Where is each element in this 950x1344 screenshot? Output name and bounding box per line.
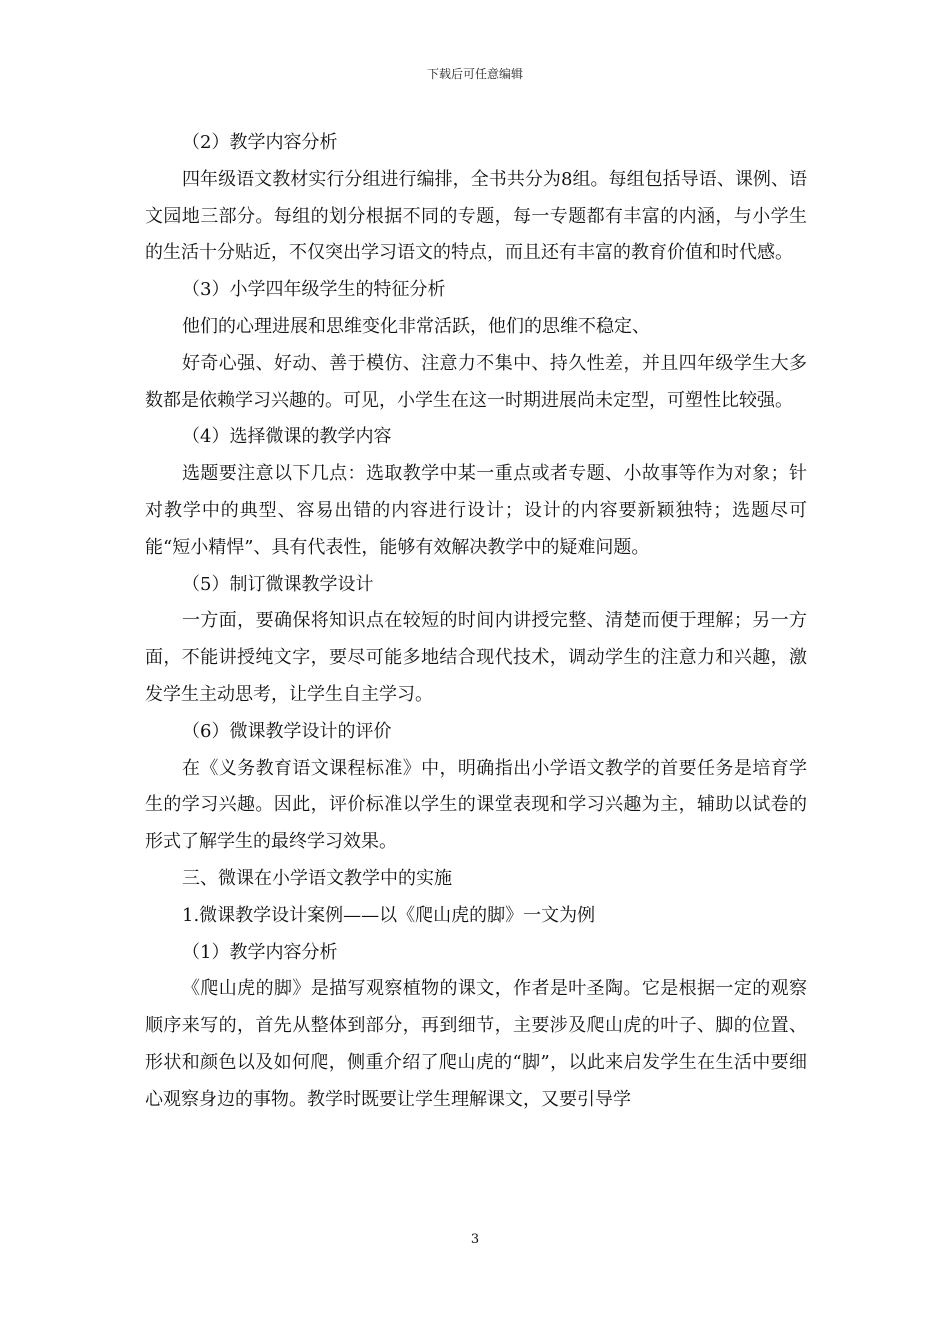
paragraph-design-approach: 一方面，要确保将知识点在较短的时间内讲授完整、清楚而便于理解；另一方面，不能讲授纯文字，要尽可能多地结合现代技术，调动学生的注意力和兴趣，激发学生主动思考，让学生自主学习。 bbox=[145, 610, 807, 705]
document-body bbox=[145, 125, 807, 1119]
section-heading-case-content: （1）教学内容分析 bbox=[182, 941, 338, 963]
paragraph-textbook-structure: 四年级语文教材实行分组进行编排，全书共分为8组。每组包括导语、课例、语文园地三部分。每组的划分根据不同的专题，每一专题都有丰富的内涵，与小学生的生活十分贴近，不仅突出学习语文的特点，而且还有丰富的教育价值和时代感。 bbox=[145, 168, 807, 264]
section-heading-teaching-content: （2）教学内容分析 bbox=[182, 132, 338, 153]
section-heading-microlesson-content: （4）选择微课的教学内容 bbox=[182, 426, 392, 448]
paragraph-case-analysis: 《爬山虎的脚》是描写观察植物的课文，作者是叶圣陶。它是根据一定的观察顺序来写的，首先从整体到部分，再到细节，主要涉及爬山虎的叶子、脚的位置、形状和颜色以及如何爬，侧重介绍了爬山虎的“脚”，以此来启发学生在生活中要细心观察身边的事物。教学时既要让学生理解课文，又要引导学 bbox=[145, 978, 807, 1110]
chapter-heading-implementation: 三、微课在小学语文教学中的实施 bbox=[182, 867, 452, 889]
section-heading-microlesson-design: （5）制订微课教学设计 bbox=[182, 573, 374, 595]
paragraph-student-traits: 好奇心强、好动、善于模仿、注意力不集中、持久性差，并且四年级学生大多数都是依赖学习兴趣的。可见，小学生在这一时期进展尚未定型，可塑性比较强。 bbox=[145, 352, 807, 411]
section-heading-evaluation: （6）微课教学设计的评价 bbox=[182, 720, 392, 742]
paragraph-topic-selection: 选题要注意以下几点：选取教学中某一重点或者专题、小故事等作为对象；针对教学中的典型、容易出错的内容进行设计；设计的内容要新颖独特；选题尽可能“短小精悍”、具有代表性，能够有效解决教学中的疑难问题。 bbox=[145, 463, 807, 558]
paragraph-student-thinking: 他们的心理进展和思维变化非常活跃，他们的思维不稳定、 bbox=[182, 315, 650, 337]
paragraph-evaluation: 在《义务教育语文课程标准》中，明确指出小学语文教学的首要任务是培育学生的学习兴趣。因此，评价标准以学生的课堂表现和学习兴趣为主，辅助以试卷的形式了解学生的最终学习效果。 bbox=[145, 757, 807, 853]
subheading-case-study: 1.微课教学设计案例——以《爬山虎的脚》一文为例 bbox=[182, 904, 596, 926]
section-heading-student-features: （3）小学四年级学生的特征分析 bbox=[182, 279, 446, 301]
page-number: 3 bbox=[470, 1232, 480, 1247]
page-header-note: 下载后可任意编辑 bbox=[426, 67, 523, 81]
